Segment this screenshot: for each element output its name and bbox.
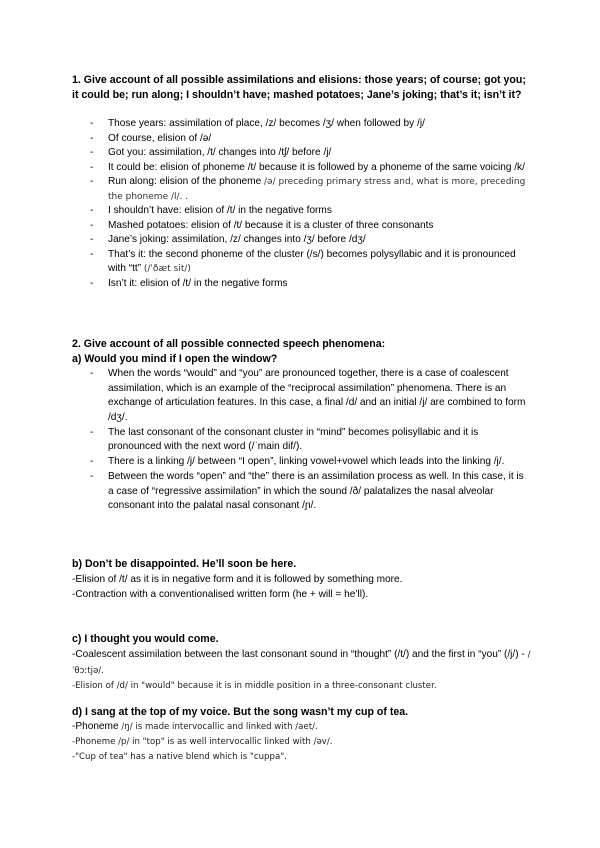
list-item: - It could be: elision of phoneme /t/ because it is followed by a phoneme of the same voicing /k/ (90, 161, 530, 176)
list-item: - When the words “would” and “you” are pronounced together, there is a case of coalescent assimilation, which is an example of the “reciprocal assimilation” phenomena. There is an exchange of articulation features. In this case, a final /d/ and an initial /j/ are combined to form /dʒ/. (90, 367, 530, 425)
section-2-heading: 2. Give account of all possible connected speech phenomena: (72, 338, 386, 350)
subsection-d-heading: d) I sang at the top of my voice. But the song wasn’t my cup of tea. (72, 706, 409, 718)
subsection-b-body (72, 572, 532, 602)
list-item: - Between the words “open” and “the” there is an assimilation process as well. In this case, it is a case of “regressive assimilation” in which the sound /ð/ palatalizes the nasal alveolar consonant into the palatal nasal consonant /ɲ/. (90, 470, 530, 514)
list-item: - Mashed potatoes: elision of /t/ because it is a cluster of three consonants (90, 219, 530, 234)
ipa-note: /ˈθɔːtjə/. (72, 650, 531, 676)
list-item: - Of course, elision of /ə/ (90, 132, 530, 147)
list-item: - There is a linking /j/ between “I open”, linking vowel+vowel which leads into the linking /j/. (90, 455, 530, 470)
section-1-heading: 1. Give account of all possible assimilations and elisions: those years; of course; got you; it could be; run along; I shouldn’t have; mashed potatoes; Jane’s joking; that’s it; isn’t it? (72, 74, 526, 101)
text-line: -Elision of /t/ as it is in negative form and it is followed by something more. (72, 574, 403, 585)
subsection-b-heading: b) Don’t be disappointed. He’ll soon be here. (72, 558, 297, 570)
text-line: -"Cup of tea" has a native blend which is "cuppa". (72, 752, 287, 762)
ipa-note: (/ˈðæt sit/) (143, 264, 191, 274)
subsection-a-heading: a) Would you mind if I open the window? (72, 353, 278, 365)
text-line: -Coalescent assimilation between the last consonant sound in “thought” (/t/) and the first in “you” (/j/) - /ˈθɔːtjə/. (72, 649, 531, 676)
list-item: - Jane’s joking: assimilation, /z/ changes into /ʒ/ before /dʒ/ (90, 233, 530, 248)
list-item: - The last consonant of the consonant cluster in “mind” becomes polisyllabic and it is pronounced with the next word (/ˈmain dif/). (90, 426, 530, 455)
list-item: - Run along: elision of the phoneme /ə/ preceding primary stress and, what is more, preceding the phoneme /l/. . (90, 175, 530, 204)
list-item: - Those years: assimilation of place, /z/ becomes /ʒ/ when followed by /j/ (90, 117, 530, 132)
list-item: - Got you: assimilation, /t/ changes into /tʃ/ before /j/ (90, 146, 530, 161)
list-item: - That’s it: the second phoneme of the cluster (/s/) becomes polysyllabic and it is pronounced with “tt” (/ˈðæt sit/) (90, 248, 530, 277)
subsection-d-body (72, 719, 532, 765)
list-item: - I shouldn’t have: elision of /t/ in the negative forms (90, 204, 530, 219)
text-line: -Phoneme /ŋ/ is made intervocallic and linked with /aet/. (72, 721, 318, 732)
text-line: -Elision of /d/ in "would" because it is in middle position in a three-consonant cluster. (72, 681, 437, 691)
section-1-list (90, 117, 530, 291)
subsection-a-list (90, 367, 530, 514)
text-line: -Contraction with a conventionalised written form (he + will = he’ll). (72, 589, 369, 600)
text-line: -Phoneme /p/ in "top" is as well intervocallic linked with /əv/. (72, 737, 333, 747)
subsection-c-body (72, 647, 532, 694)
subsection-c-heading: c) I thought you would come. (72, 633, 219, 645)
list-item: - Isn’t it: elision of /t/ in the negative forms (90, 277, 530, 292)
ipa-note: /ə/ preceding primary stress and, what is more, preceding the phoneme /l/. . (108, 177, 526, 202)
